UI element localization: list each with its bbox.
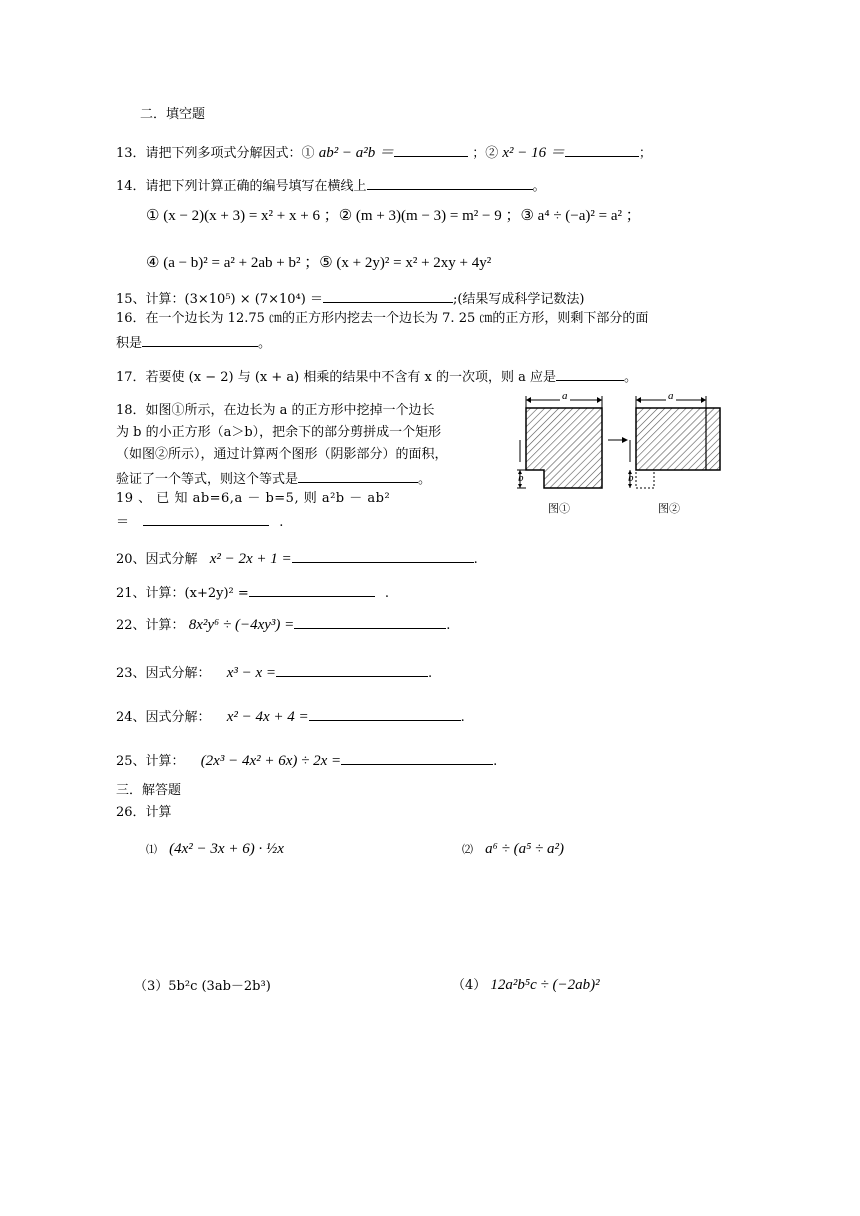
q15-blank[interactable] [323, 288, 453, 303]
q14-blank[interactable] [367, 175, 533, 190]
q24-end: . [460, 710, 465, 725]
q18-end: 。 [418, 472, 432, 487]
fig1-shaded [526, 408, 602, 488]
q26-p4-label: （4） [452, 978, 487, 993]
question-17 [116, 366, 637, 387]
q17-end: 。 [623, 370, 637, 385]
q16-prefix: 积是 [116, 336, 143, 351]
question-13 [116, 142, 652, 163]
q23-expr: x³ − x = [226, 665, 276, 681]
q18-blank[interactable] [298, 468, 418, 483]
square-figure [516, 390, 728, 518]
fig1-caption: 图① [548, 502, 570, 515]
q26-p1-label: ⑴ [146, 843, 157, 856]
q22-prefix: 22、计算： [116, 618, 185, 633]
q16-blank[interactable] [142, 332, 258, 347]
q19-line2 [116, 511, 283, 532]
fig2-label-a: a [668, 390, 674, 402]
transform-arrow [608, 437, 628, 443]
q16-end: 。 [258, 336, 272, 351]
q21-end: . [384, 586, 390, 601]
q23-prefix: 23、因式分解： [116, 666, 211, 681]
q16-line2 [116, 332, 271, 353]
question-14 [116, 175, 546, 196]
fig2-caption: 图② [658, 502, 680, 515]
section-title-answers: 三．解答题 [116, 783, 182, 798]
q26-part1 [146, 840, 284, 859]
fig2-label-b: b [628, 472, 634, 484]
fig2-shaded [636, 408, 720, 470]
q26-p2-expr: a⁶ ÷ (a⁵ ÷ a²) [485, 841, 565, 857]
q18-line1: 18．如图①所示，在边长为 a 的正方形中挖掉一个边长 [116, 403, 435, 418]
q21-blank[interactable] [249, 582, 375, 597]
q15-text: 15、计算：(3×10⁵) × (7×10⁴) ＝ [116, 292, 323, 307]
q15-end: ;(结果写成科学记数法) [452, 292, 585, 307]
q13-expr2: x² − 16 ＝ [502, 145, 565, 161]
question-20 [116, 548, 478, 569]
question-21 [116, 582, 389, 603]
question-15 [116, 288, 584, 309]
q21-prefix: 21、计算：(x+2y)² = [116, 586, 249, 601]
fig1-label-a: a [562, 390, 568, 402]
q19-blank[interactable] [143, 511, 269, 526]
question-22 [116, 614, 450, 635]
q13-blank2[interactable] [565, 142, 639, 157]
q13-sep: ；② [472, 146, 499, 161]
q26-p2-label: ⑵ [462, 843, 473, 856]
q18-line2: 为 b 的小正方形（a＞b），把余下的部分剪拼成一个矩形 [116, 425, 442, 440]
q14-options-line2: ④ (a − b)² = a² + 2ab + b² ；⑤ (x + 2y)² = x² + 2xy + 4y² [146, 255, 492, 271]
q13-expr1: ab² − a²b ＝ [318, 145, 395, 161]
q18-line4 [116, 468, 431, 489]
q20-blank[interactable] [292, 548, 474, 563]
q14-text: 14．请把下列计算正确的编号填写在横线上 [116, 179, 367, 194]
q26-part4 [452, 976, 600, 995]
q25-prefix: 25、计算： [116, 754, 185, 769]
q24-expr: x² − 4x + 4 = [226, 709, 309, 725]
q19-prefix: ＝ [116, 515, 130, 530]
q17-text: 17．若要使 (x − 2) 与 (x + a) 相乘的结果中不含有 x 的一次项，则 a 应是 [116, 370, 556, 385]
q19-line1: 19 、 已 知 ab=6,a － b=5, 则 a²b － ab² [116, 491, 391, 506]
q26-part2 [462, 840, 564, 859]
q17-blank[interactable] [556, 366, 624, 381]
q26-p1-expr: (4x² − 3x + 6) · ½x [169, 841, 284, 857]
question-24 [116, 706, 465, 727]
q18-prefix: 验证了一个等式，则这个等式是 [116, 472, 299, 487]
q14-options-line1: ① (x − 2)(x + 3) = x² + x + 6 ；② (m + 3)(m − 3) = m² − 9 ；③ a⁴ ÷ (−a)² = a² ； [146, 208, 641, 224]
q22-blank[interactable] [294, 614, 446, 629]
section-title-fill-in: 二．填空题 [140, 107, 206, 122]
fig1-label-b: b [518, 472, 524, 484]
q20-expr: x² − 2x + 1 = [209, 551, 292, 567]
q26-title: 26．计算 [116, 805, 172, 820]
q24-blank[interactable] [309, 706, 461, 721]
q20-prefix: 20、因式分解 [116, 552, 198, 567]
q22-expr: 8x²y⁶ ÷ (−4xy³) = [188, 617, 295, 633]
q26-part3: （3）5b²c (3ab－2b³) [134, 979, 271, 994]
question-25 [116, 750, 497, 771]
figure2 [628, 396, 720, 488]
q24-prefix: 24、因式分解： [116, 710, 211, 725]
q20-end: . [473, 552, 478, 567]
q25-blank[interactable] [341, 750, 493, 765]
q23-end: . [428, 666, 433, 681]
q22-end: . [446, 618, 451, 633]
q25-end: . [493, 754, 498, 769]
q13-prefix: 13．请把下列多项式分解因式：① [116, 146, 315, 161]
q26-p4-expr: 12a²b⁵c ÷ (−2ab)² [490, 977, 600, 993]
q13-blank1[interactable] [394, 142, 468, 157]
q13-end: ； [638, 146, 652, 161]
q23-blank[interactable] [276, 662, 428, 677]
q14-end: 。 [532, 179, 546, 194]
q16-line1: 16．在一个边长为 12.75 ㎝的正方形内挖去一个边长为 7. 25 ㎝的正方形，则剩下部分的面 [116, 311, 649, 326]
figure1 [517, 396, 602, 488]
q18-line3: （如图②所示），通过计算两个图形（阴影部分）的面积， [116, 447, 448, 462]
q19-end: . [279, 515, 284, 530]
question-23 [116, 662, 432, 683]
q25-expr: (2x³ − 4x² + 6x) ÷ 2x = [200, 753, 342, 769]
